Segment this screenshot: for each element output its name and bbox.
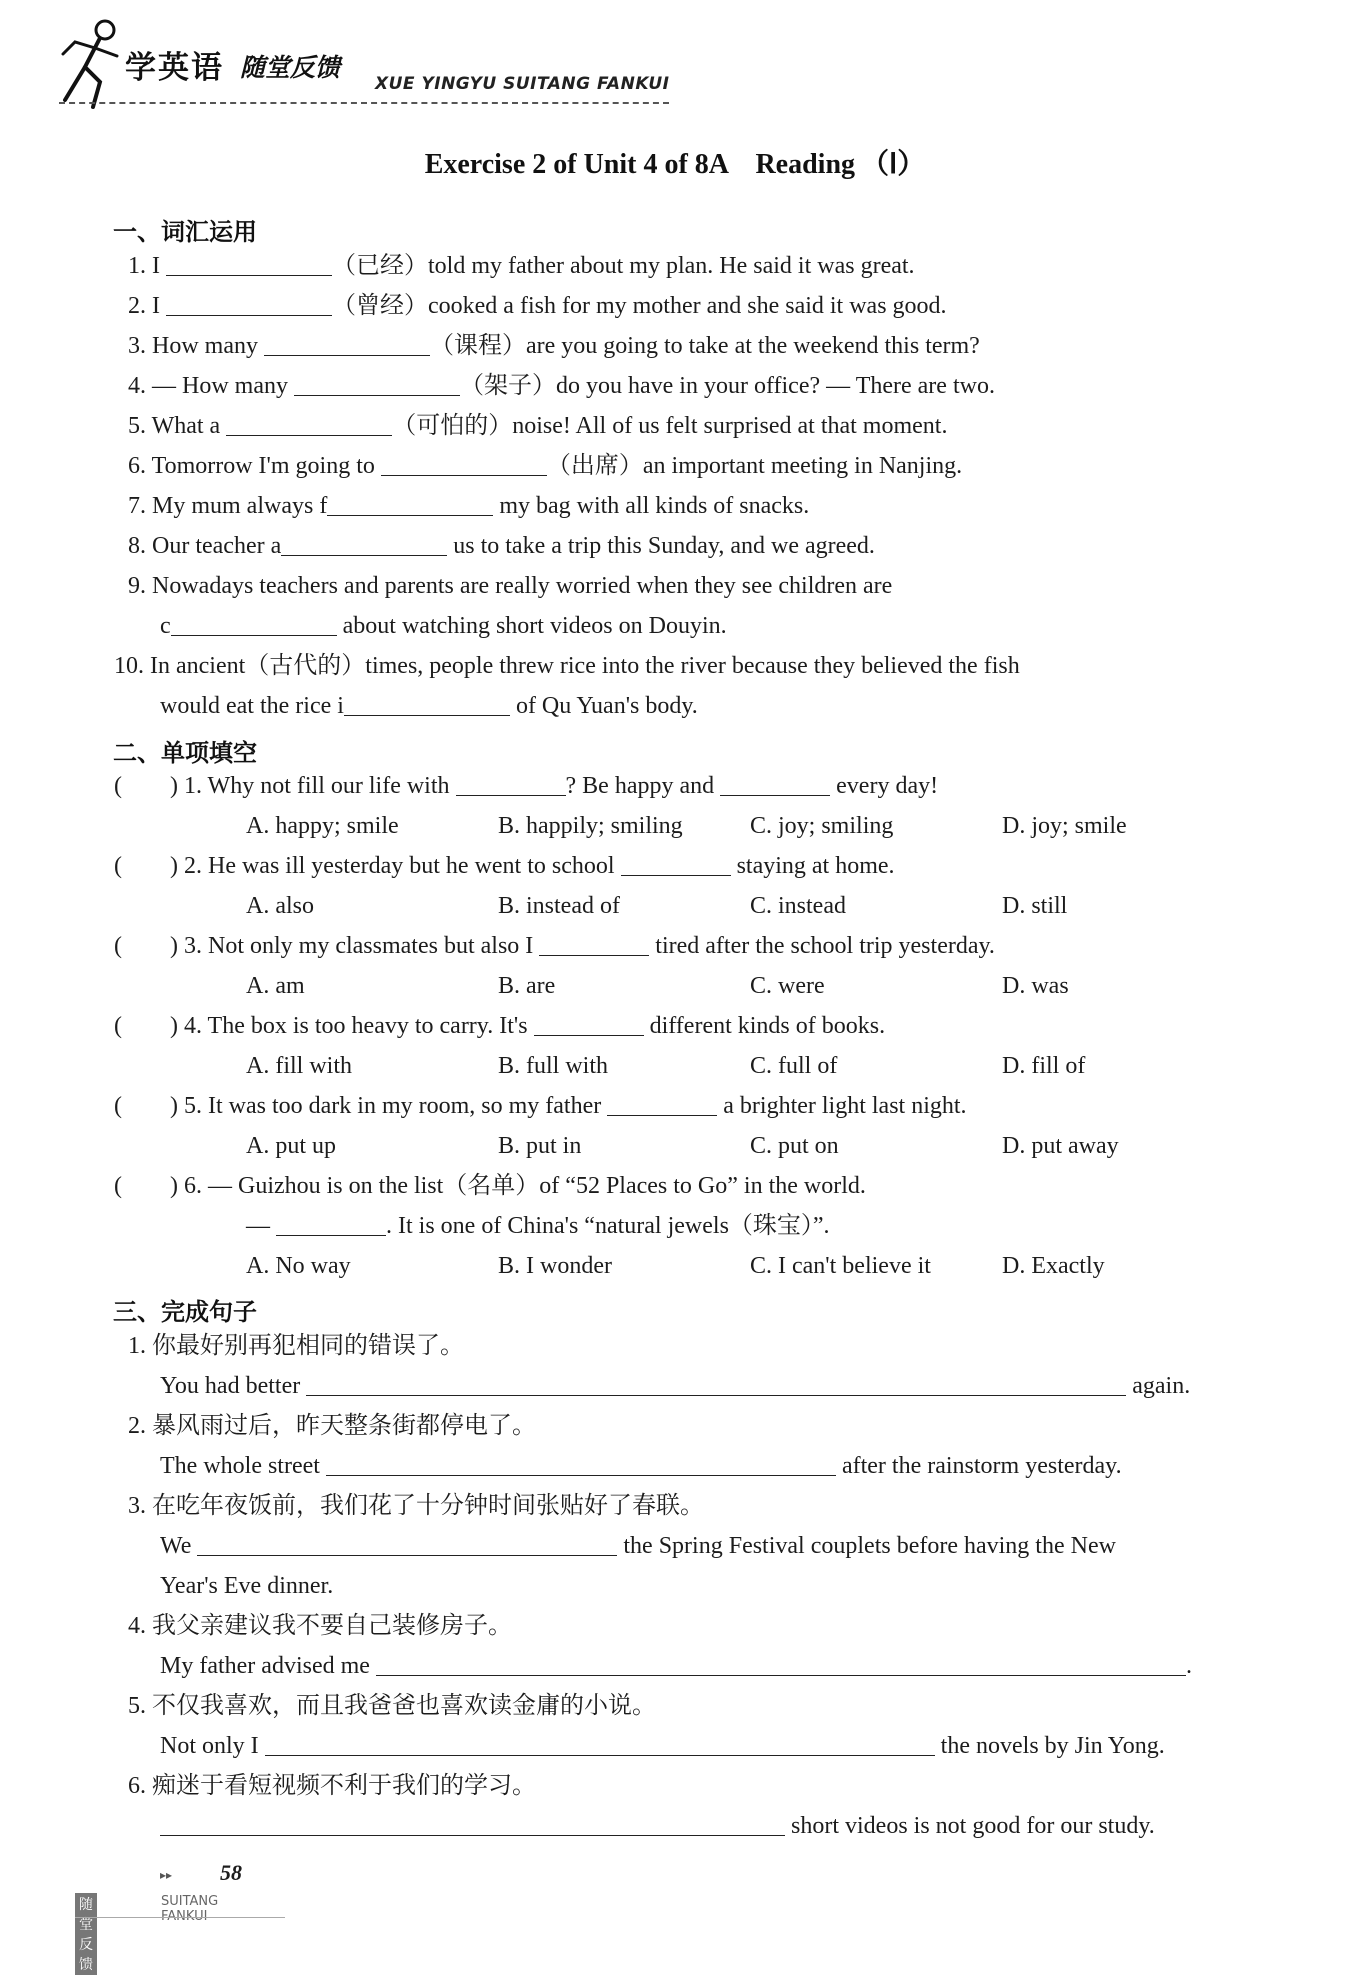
sentence-prompt (128, 1611, 512, 1641)
vocab-item (128, 451, 962, 481)
option-a[interactable]: A. fill with (246, 1053, 352, 1079)
question-text: different kinds of books. (649, 1013, 886, 1039)
answer-blank[interactable] (327, 491, 493, 516)
sentence-end: . (1185, 1653, 1192, 1679)
option-a[interactable]: A. No way (246, 1253, 351, 1279)
option-c[interactable]: C. joy; smiling (750, 813, 894, 839)
answer-bracket[interactable]: ( ) (114, 933, 178, 959)
option-d[interactable]: D. Exactly (1002, 1253, 1105, 1279)
option-a[interactable]: A. also (246, 893, 314, 919)
item-text: Our teacher a (152, 533, 282, 559)
chinese-sentence: 你最好别再犯相同的错误了。 (152, 1333, 464, 1359)
item-number: 6. (128, 1773, 146, 1799)
brand-subtitle: 随堂反馈 (240, 53, 341, 82)
answer-bracket[interactable]: ( ) (114, 1173, 178, 1199)
answer-blank[interactable] (264, 331, 430, 356)
sentence-prompt (128, 1411, 536, 1441)
item-text: c (160, 613, 171, 639)
answer-blank[interactable] (276, 1211, 386, 1236)
question-text: 4. The box is too heavy to carry. It's (183, 1013, 528, 1039)
footer-tag: 随堂反馈 (75, 1893, 97, 1975)
answer-blank[interactable] (534, 1011, 644, 1036)
answer-blank[interactable] (621, 851, 731, 876)
chinese-sentence: 痴迷于看短视频不利于我们的学习。 (152, 1773, 536, 1799)
mc-question (114, 851, 895, 881)
sentence-prompt (128, 1771, 536, 1801)
question-text: 1. Why not fill our life with (183, 773, 450, 799)
answer-blank[interactable] (720, 771, 830, 796)
option-b[interactable]: B. instead of (498, 893, 620, 919)
question-text: 5. It was too dark in my room, so my father (183, 1093, 602, 1119)
item-number: 1. (128, 1333, 146, 1359)
vocab-item (128, 331, 980, 361)
arrow-icon: ▸▸ (160, 1868, 173, 1882)
vocab-item (128, 251, 915, 281)
mc-question (114, 1091, 967, 1121)
item-text: In ancient（古代的）times, people threw rice into the river because they believed the fish (150, 653, 1020, 679)
answer-blank[interactable] (381, 451, 547, 476)
answer-blank[interactable] (539, 931, 649, 956)
answer-blank[interactable] (306, 1371, 1126, 1396)
sentence-end: again. (1132, 1373, 1191, 1399)
item-number: 3. (128, 1493, 146, 1519)
sentence-answer-continued (160, 1571, 333, 1601)
item-number: 6. (128, 453, 146, 479)
sentence-end: after the rainstorm yesterday. (841, 1453, 1122, 1479)
answer-blank[interactable] (166, 291, 332, 316)
option-b[interactable]: B. are (498, 973, 556, 999)
option-c[interactable]: C. instead (750, 893, 846, 919)
answer-bracket[interactable]: ( ) (114, 773, 178, 799)
vocab-item (128, 531, 875, 561)
title-main: Exercise 2 of Unit 4 of 8A Reading (424, 149, 856, 180)
vocab-item (114, 651, 1020, 681)
sentence-start: My father advised me (160, 1653, 370, 1679)
item-number: 4. (128, 373, 146, 399)
question-text: a brighter light last night. (723, 1093, 967, 1119)
item-number: 8. (128, 533, 146, 559)
vocab-item (128, 411, 947, 441)
runner-logo-icon (55, 12, 125, 112)
sentence-prompt (128, 1691, 656, 1721)
answer-blank[interactable] (281, 531, 447, 556)
option-c[interactable]: C. I can't believe it (750, 1253, 931, 1279)
item-text: — How many (152, 373, 288, 399)
chinese-sentence: 我父亲建议我不要自己装修房子。 (152, 1613, 512, 1639)
brand-title: 学英语 (125, 50, 224, 86)
item-text: What a (151, 413, 221, 439)
sentence-end: Year's Eve dinner. (160, 1573, 334, 1599)
title-roman: （Ⅰ） (861, 149, 926, 180)
item-text: I (152, 253, 160, 279)
item-text: about watching short videos on Douyin. (342, 613, 727, 639)
mc-question (114, 931, 995, 961)
page-title (0, 142, 1350, 182)
answer-blank[interactable] (171, 611, 337, 636)
answer-blank[interactable] (376, 1651, 1186, 1676)
answer-blank[interactable] (166, 251, 332, 276)
header-divider (59, 102, 669, 104)
item-number: 7. (128, 493, 146, 519)
question-text: — (246, 1213, 270, 1239)
sentence-end: the Spring Festival couplets before having the New (623, 1533, 1116, 1559)
answer-blank[interactable] (226, 411, 392, 436)
item-number: 1. (128, 253, 146, 279)
sentence-start: You had better (160, 1373, 301, 1399)
question-text: tired after the school trip yesterday. (655, 933, 995, 959)
item-text: （已经）told my father about my plan. He said it was great. (332, 253, 915, 279)
vocab-item (128, 571, 892, 601)
answer-blank[interactable] (294, 371, 460, 396)
item-text: us to take a trip this Sunday, and we agreed. (453, 533, 875, 559)
item-number: 2. (128, 293, 146, 319)
question-text: 3. Not only my classmates but also I (183, 933, 534, 959)
vocab-item-continued (160, 611, 727, 641)
sentence-answer-line (160, 1531, 1116, 1561)
page-header (55, 12, 675, 112)
item-text: My mum always f (152, 493, 328, 519)
item-text: How many (152, 333, 258, 359)
option-c[interactable]: C. were (750, 973, 825, 999)
mc-question (114, 1011, 885, 1041)
sentence-start: The whole street (160, 1453, 320, 1479)
sentence-end: the novels by Jin Yong. (940, 1733, 1165, 1759)
vocab-item-continued (160, 691, 698, 721)
option-c[interactable]: C. full of (750, 1053, 838, 1079)
question-text: 2. He was ill yesterday but he went to school (183, 853, 615, 879)
item-text: would eat the rice i (160, 693, 344, 719)
item-text: Tomorrow I'm going to (151, 453, 375, 479)
answer-bracket[interactable]: ( ) (114, 1093, 178, 1119)
mc-question-continued (246, 1211, 830, 1241)
option-b[interactable]: B. happily; smiling (498, 813, 683, 839)
question-text: 6. — Guizhou is on the list（名单）of “52 Places to Go” in the world. (183, 1173, 866, 1199)
sentence-end: short videos is not good for our study. (791, 1813, 1155, 1839)
mc-question (114, 1171, 866, 1201)
vocab-item (128, 491, 809, 521)
brand-pinyin: XUE YINGYU SUITANG FANKUI (375, 74, 670, 94)
item-text: （架子）do you have in your office? — There are two. (459, 373, 995, 399)
footer-divider (75, 1917, 285, 1918)
section-heading-vocab: 一、词汇运用 (113, 218, 257, 246)
item-number: 9. (128, 573, 146, 599)
item-text: （曾经）cooked a fish for my mother and she said it was good. (332, 293, 947, 319)
sentence-answer-line (160, 1731, 1165, 1761)
item-text: I (152, 293, 160, 319)
sentence-answer-line (160, 1371, 1190, 1401)
sentence-answer-line (160, 1451, 1122, 1481)
option-d[interactable]: D. joy; smile (1002, 813, 1127, 839)
vocab-item (128, 371, 995, 401)
item-number: 10. (114, 653, 144, 679)
answer-blank[interactable] (456, 771, 566, 796)
question-text: ? Be happy and (565, 773, 715, 799)
item-number: 5. (128, 413, 146, 439)
option-c[interactable]: C. put on (750, 1133, 839, 1159)
item-text: （出席）an important meeting in Nanjing. (546, 453, 963, 479)
sentence-answer-line (160, 1811, 1155, 1841)
mc-question (114, 771, 938, 801)
option-d[interactable]: D. fill of (1002, 1053, 1086, 1079)
item-number: 5. (128, 1693, 146, 1719)
option-b[interactable]: B. I wonder (498, 1253, 612, 1279)
option-d[interactable]: D. still (1002, 893, 1068, 919)
question-text: staying at home. (736, 853, 895, 879)
item-text: of Qu Yuan's body. (515, 693, 698, 719)
sentence-prompt (128, 1491, 704, 1521)
answer-blank[interactable] (197, 1531, 617, 1556)
answer-blank[interactable] (265, 1731, 935, 1756)
sentence-answer-line (160, 1651, 1192, 1681)
chinese-sentence: 在吃年夜饭前，我们花了十分钟时间张贴好了春联。 (152, 1493, 704, 1519)
option-b[interactable]: B. full with (498, 1053, 609, 1079)
question-text: every day! (836, 773, 939, 799)
section-heading-complete-sentences: 三、完成句子 (113, 1298, 257, 1326)
option-d[interactable]: D. was (1002, 973, 1069, 999)
sentence-start: Not only I (160, 1733, 259, 1759)
chinese-sentence: 暴风雨过后，昨天整条街都停电了。 (152, 1413, 536, 1439)
question-text: . It is one of China's “natural jewels（珠宝）”. (386, 1213, 830, 1239)
option-a[interactable]: A. happy; smile (246, 813, 399, 839)
item-number: 4. (128, 1613, 146, 1639)
chinese-sentence: 不仅我喜欢，而且我爸爸也喜欢读金庸的小说。 (152, 1693, 656, 1719)
option-b[interactable]: B. put in (498, 1133, 582, 1159)
page-number: 58 (220, 1860, 242, 1885)
section-heading-multiple-choice: 二、单项填空 (113, 739, 257, 767)
item-text: （可怕的）noise! All of us felt surprised at that moment. (392, 413, 948, 439)
answer-bracket[interactable]: ( ) (114, 1013, 178, 1039)
answer-blank[interactable] (344, 691, 510, 716)
item-text: （课程）are you going to take at the weekend this term? (429, 333, 980, 359)
answer-blank[interactable] (607, 1091, 717, 1116)
option-a[interactable]: A. am (246, 973, 305, 999)
sentence-prompt (128, 1331, 464, 1361)
answer-bracket[interactable]: ( ) (114, 853, 178, 879)
answer-blank[interactable] (160, 1811, 785, 1836)
answer-blank[interactable] (326, 1451, 836, 1476)
item-text: my bag with all kinds of snacks. (499, 493, 810, 519)
item-text: Nowadays teachers and parents are really worried when they see children are (152, 573, 893, 599)
item-number: 2. (128, 1413, 146, 1439)
sentence-start: We (160, 1533, 192, 1559)
footer-tag-pinyin: SUITANG FANKUI (161, 1894, 219, 1924)
option-a[interactable]: A. put up (246, 1133, 336, 1159)
vocab-item (128, 291, 947, 321)
item-number: 3. (128, 333, 146, 359)
option-d[interactable]: D. put away (1002, 1133, 1119, 1159)
